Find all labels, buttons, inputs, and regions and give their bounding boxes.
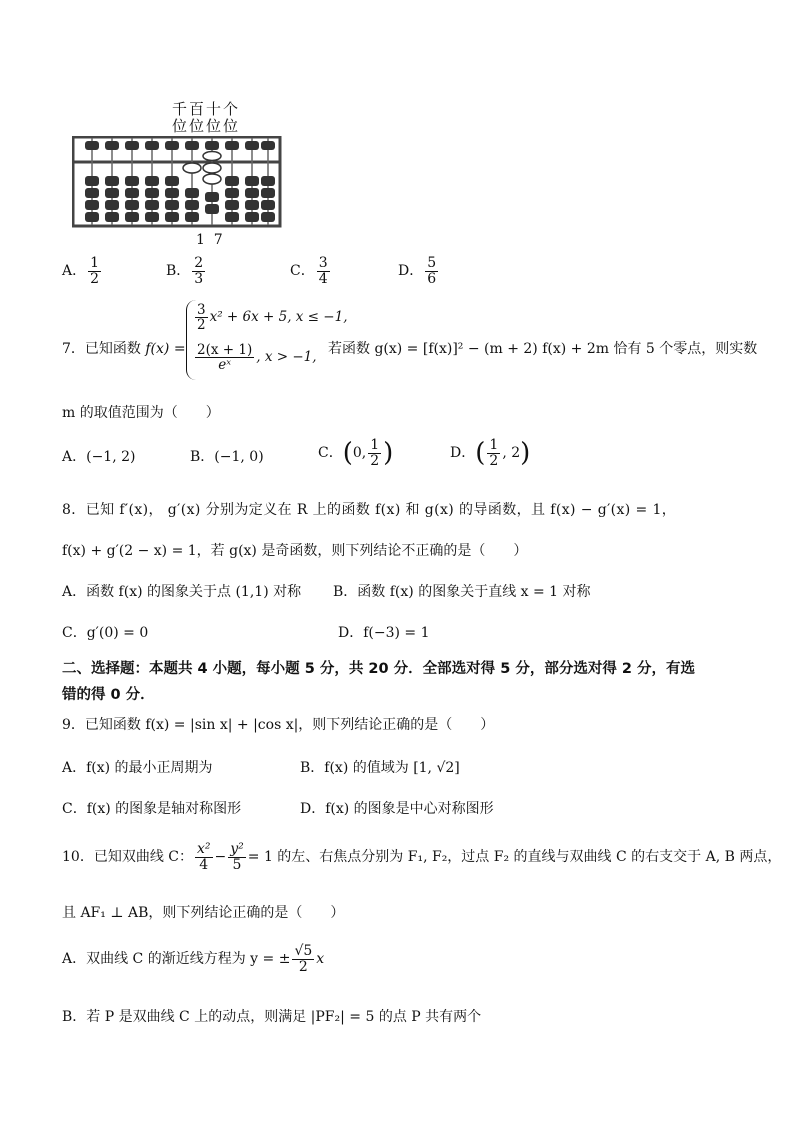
q7-option-a[interactable]: A．(−1, 2) (62, 449, 136, 465)
q7-stem-line2: m 的取值范围为（ ） (62, 405, 220, 421)
abacus-place-labels-top: 千百十个 (172, 100, 241, 118)
q6-option-a[interactable]: A． $\frac{1}{2}$ (62, 255, 100, 287)
case-1: $\frac{3}{2}$ x² + 6x + 5, x ≤ −1, (197, 301, 348, 333)
q8-stem-line2: f(x) + g′(2 − x) = 1，若 g(x) 是奇函数，则下列结论不正确的是（ ） (62, 543, 528, 559)
piecewise-brace (186, 300, 347, 380)
q10-stem-line2: 且 AF₁ ⊥ AB，则下列结论正确的是（ ） (62, 905, 345, 921)
q8-option-d[interactable]: D．f(−3) = 1 (338, 625, 430, 641)
q7-option-b[interactable]: B．(−1, 0) (190, 449, 264, 465)
q9-stem: 9．已知函数 f(x) = |sin x| + |cos x|，则下列结论正确的是（ ） (62, 717, 495, 733)
q9-option-c[interactable]: C．f(x) 的图象是轴对称图形 (62, 801, 242, 817)
q8-stem-line1: 8．已知 f′(x)， g′(x) 分别为定义在 R 上的函数 f(x) 和 g(x) 的导函数，且 f(x) − g′(x) = 1， (62, 502, 677, 518)
q9-option-a[interactable]: A．f(x) 的最小正周期为 (62, 760, 213, 776)
abacus-figure (66, 88, 282, 258)
q9-option-d[interactable]: D．f(x) 的图象是中心对称图形 (300, 801, 494, 817)
q7-stem-prefix: 7．已知函数 f(x) = (62, 341, 186, 357)
q10-option-a[interactable]: A．双曲线 C 的渐近线方程为 y = ± $\frac{√5}{2}$ x (62, 943, 325, 975)
fraction: $\frac{5}{6}$ (427, 255, 437, 287)
q8-option-a[interactable]: A．函数 f(x) 的图象关于点 (1,1) 对称 (62, 584, 302, 600)
q8-option-b[interactable]: B．函数 f(x) 的图象关于直线 x = 1 对称 (333, 584, 591, 600)
case-2: $\frac{2(x + 1)}{\text{eˣ}}$ , x > −1, (197, 341, 317, 373)
q7-option-c[interactable]: C．(0, $\frac{1}{2}$ ) (318, 437, 394, 469)
q6-option-d[interactable]: D． $\frac{5}{6}$ (398, 255, 437, 287)
abacus-place-labels-bottom: 位位位位 (172, 117, 241, 135)
abacus-digit-labels: 1 7 (196, 232, 223, 248)
q7-option-d[interactable]: D．( $\frac{1}{2}$ , 2) (450, 437, 531, 469)
fraction: $\frac{2}{3}$ (194, 255, 204, 287)
q8-option-c[interactable]: C．g′(0) = 0 (62, 625, 149, 641)
section-2-heading-line2: 错的得 0 分． (62, 687, 155, 703)
q9-option-b[interactable]: B．f(x) 的值域为 [1, √2] (300, 760, 460, 776)
q7-stem-suffix: 若函数 g(x) = [f(x)]² − (m + 2) f(x) + 2m 恰有 5 个零点，则实数 (328, 341, 758, 357)
q7-piecewise (186, 300, 347, 380)
section-2-heading-line1: 二、选择题：本题共 4 小题，每小题 5 分，共 20 分．全部选对得 5 分，部分选对得 2 分，有选 (62, 661, 696, 677)
fraction: $\frac{1}{2}$ (90, 255, 100, 287)
q6-option-b[interactable]: B． $\frac{2}{3}$ (166, 255, 204, 287)
q10-option-b[interactable]: B．若 P 是双曲线 C 上的动点，则满足 |PF₂| = 5 的点 P 共有两个 (62, 1009, 482, 1025)
q10-stem-line1: 10．已知双曲线 C： $\frac{\text{x²}}{4}$ − $\frac{\text{y²}}{5}$ = 1 的左、右焦点分别为 F₁, F₂，过点 F₂ 的直线与双曲线 C 的右支交于 A, B 两点， (62, 841, 782, 873)
q6-option-c[interactable]: C． $\frac{3}{4}$ (290, 255, 328, 287)
fraction: $\frac{3}{4}$ (318, 255, 328, 287)
abacus-drawing (72, 136, 282, 228)
